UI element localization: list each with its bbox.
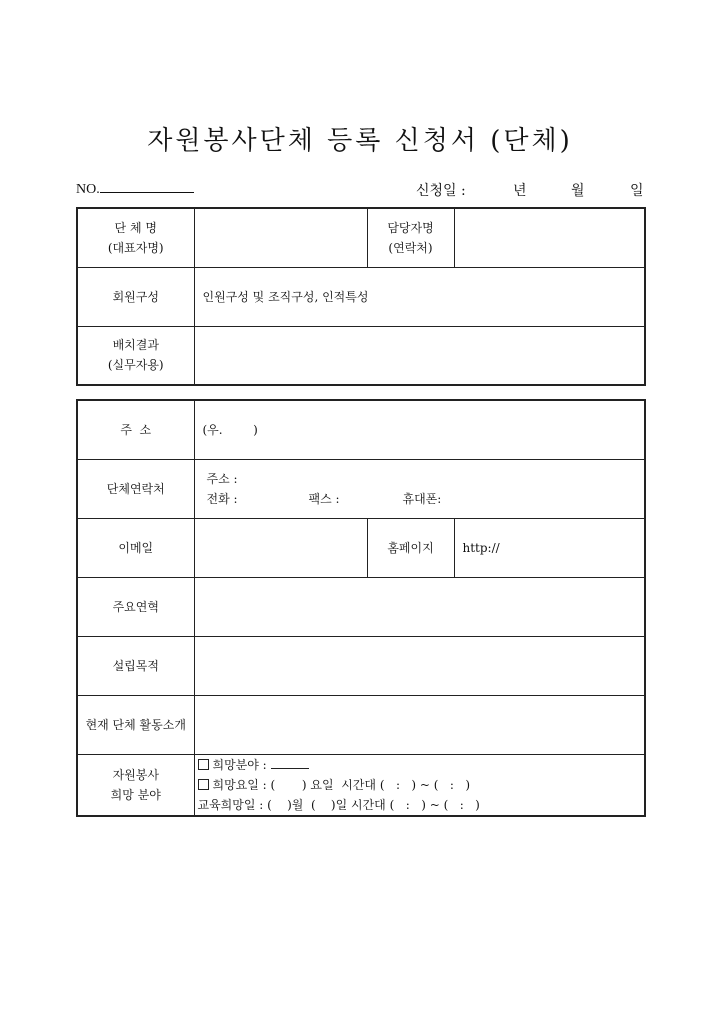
history-field[interactable] xyxy=(194,577,645,636)
activity-field[interactable] xyxy=(194,695,645,754)
contact-label: 단체연락처 xyxy=(77,459,194,518)
year-label: 년 xyxy=(513,183,527,199)
placement-label-line1: 배치결과 xyxy=(112,338,159,353)
email-label: 이메일 xyxy=(77,518,194,577)
activity-label: 현재 단체 활동소개 xyxy=(77,695,194,754)
hope-field-input-line[interactable] xyxy=(271,758,309,769)
hope-label xyxy=(77,754,194,816)
address-label: 주 소 xyxy=(77,400,194,459)
hope-days-checkbox[interactable] xyxy=(198,779,209,790)
placement-field[interactable] xyxy=(194,326,645,385)
contact-mobile: 휴대폰: xyxy=(402,491,442,506)
edu-hope-text: 교육희망일 : ( )월 ( )일 시간대 ( : ) ~ ( : ) xyxy=(197,797,480,812)
contact-phone: 전화 : xyxy=(206,491,238,506)
manager-label-line2: (연락처) xyxy=(388,240,433,255)
hope-label-line2: 희망 분야 xyxy=(110,787,161,802)
page-title: 자원봉사단체 등록 신청서 (단체) xyxy=(147,126,573,156)
purpose-label: 설립목적 xyxy=(77,636,194,695)
contact-field[interactable] xyxy=(194,459,645,518)
edu-hope-row xyxy=(198,795,645,815)
hope-days-text: 희망요일 : ( ) 요일 시간대 ( : ) ~ ( : ) xyxy=(212,777,471,792)
hope-label-line1: 자원봉사 xyxy=(112,767,159,782)
manager-label xyxy=(367,208,454,267)
homepage-field[interactable]: http:// xyxy=(454,518,645,577)
document-number xyxy=(76,180,194,198)
hope-field-checkbox[interactable] xyxy=(198,759,209,770)
no-label: NO. xyxy=(76,182,100,197)
purpose-field[interactable] xyxy=(194,636,645,695)
contact-numbers-row xyxy=(203,489,645,509)
email-field[interactable] xyxy=(194,518,367,577)
placement-label-line2: (실무자용) xyxy=(107,358,164,373)
manager-label-line1: 담당자명 xyxy=(387,220,434,235)
no-input-line[interactable] xyxy=(100,180,194,193)
member-label: 회원구성 xyxy=(77,267,194,326)
hope-field-row xyxy=(198,755,645,775)
hope-days-row xyxy=(198,775,645,795)
apply-date-label: 신청일 : xyxy=(416,183,466,199)
group-info-table xyxy=(76,207,646,386)
history-label: 주요연혁 xyxy=(77,577,194,636)
address-field[interactable]: (우. ) xyxy=(194,400,645,459)
contact-fax: 팩스 : xyxy=(308,491,340,506)
member-field[interactable]: 인원구성 및 조직구성, 인적특성 xyxy=(194,267,645,326)
group-name-label-line2: (대표자명) xyxy=(107,240,164,255)
group-detail-table xyxy=(76,399,646,817)
hope-field xyxy=(194,754,645,816)
group-name-label xyxy=(77,208,194,267)
month-label: 월 xyxy=(571,183,585,199)
placement-label xyxy=(77,326,194,385)
day-label: 일 xyxy=(630,183,644,199)
group-name-field[interactable] xyxy=(194,208,367,267)
hope-field-text: 희망분야 : xyxy=(212,757,267,772)
group-name-label-line1: 단 체 명 xyxy=(114,220,157,235)
manager-field[interactable] xyxy=(454,208,645,267)
contact-address: 주소 : xyxy=(206,471,238,486)
homepage-label: 홈페이지 xyxy=(367,518,454,577)
